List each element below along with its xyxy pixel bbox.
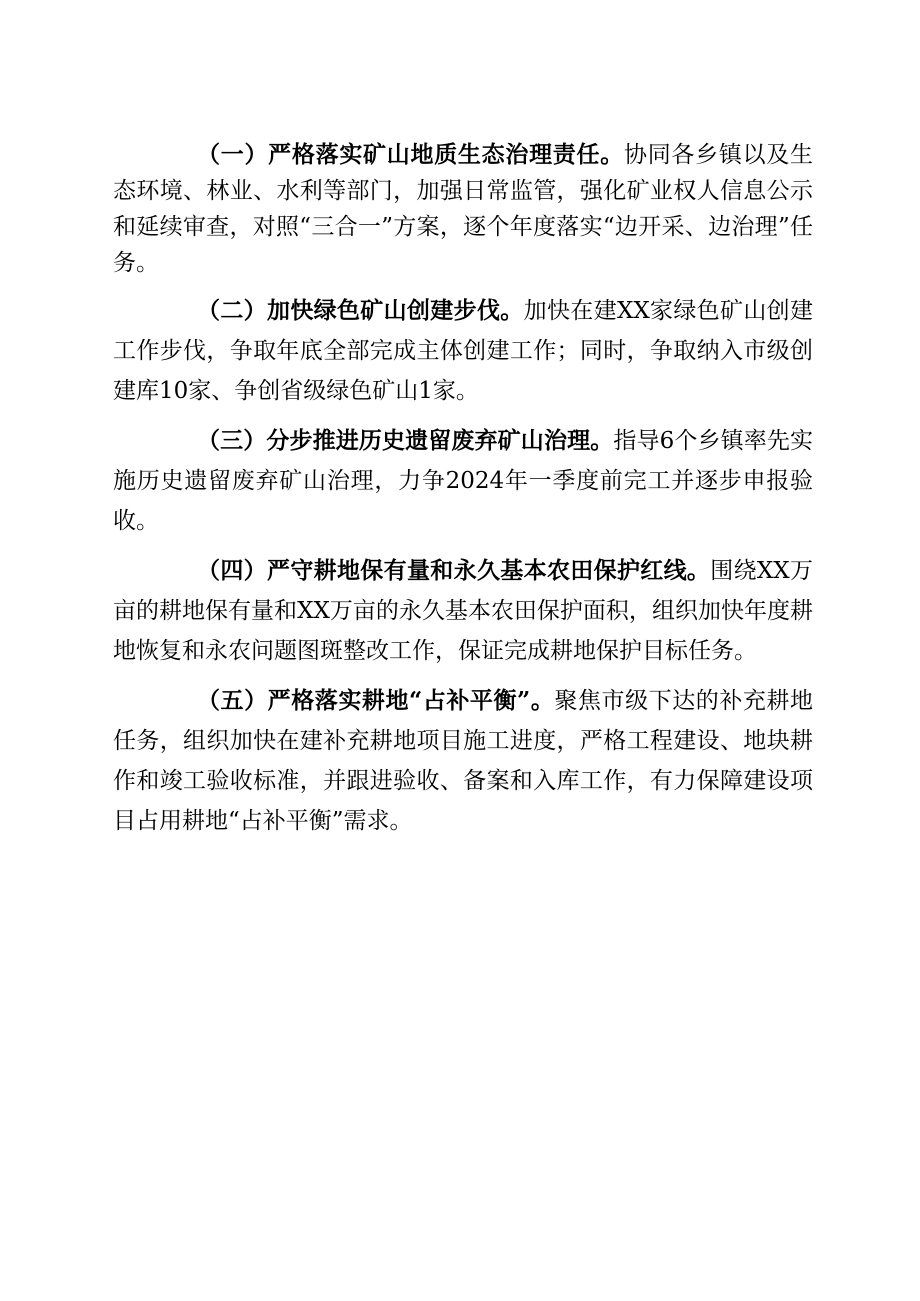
paragraph-3-body: 指导6个乡镇率先实施历史遗留废弃矿山治理，力争2024年一季度前完工并逐步申报验收。 xyxy=(113,428,813,534)
paragraph-1-body: 协同各乡镇以及生态环境、林业、水利等部门，加强日常监管，强化矿业权人信息公示和延续审查，对照“三合一”方案，逐个年度落实“边开采、边治理”任务。 xyxy=(113,142,814,276)
paragraph-1 xyxy=(113,137,813,281)
paragraph-4-body: 围绕XX万亩的耕地保有量和XX万亩的永久基本农田保护面积，组织加快年度耕地恢复和永农问题图斑整改工作，保证完成耕地保护目标任务。 xyxy=(113,558,814,664)
paragraph-2-body: 加快在建XX家绿色矿山创建工作步伐，争取年底全部完成主体创建工作；同时，争取纳入市级创建库10家、争创省级绿色矿山1家。 xyxy=(113,298,814,404)
paragraph-3 xyxy=(113,421,813,541)
paragraph-5 xyxy=(113,681,813,841)
paragraph-2-heading: （二）加快绿色矿山创建步伐。 xyxy=(197,297,524,324)
paragraph-3-heading: （三）分步推进历史遗留废弃矿山治理。 xyxy=(197,427,614,454)
paragraph-2 xyxy=(113,291,813,411)
paragraph-4 xyxy=(113,551,813,671)
paragraph-5-heading: （五）严格落实耕地“占补平衡”。 xyxy=(197,687,555,714)
document-body xyxy=(113,137,813,841)
paragraph-1-heading: （一）严格落实矿山地质生态治理责任。 xyxy=(197,141,624,168)
paragraph-4-heading: （四）严守耕地保有量和永久基本农田保护红线。 xyxy=(197,557,711,584)
paragraph-5-body: 聚焦市级下达的补充耕地任务，组织加快在建补充耕地项目施工进度，严格工程建设、地块耕作和竣工验收标准，并跟进验收、备案和入库工作，有力保障建设项目占用耕地“占补平衡”需求。 xyxy=(113,688,813,834)
